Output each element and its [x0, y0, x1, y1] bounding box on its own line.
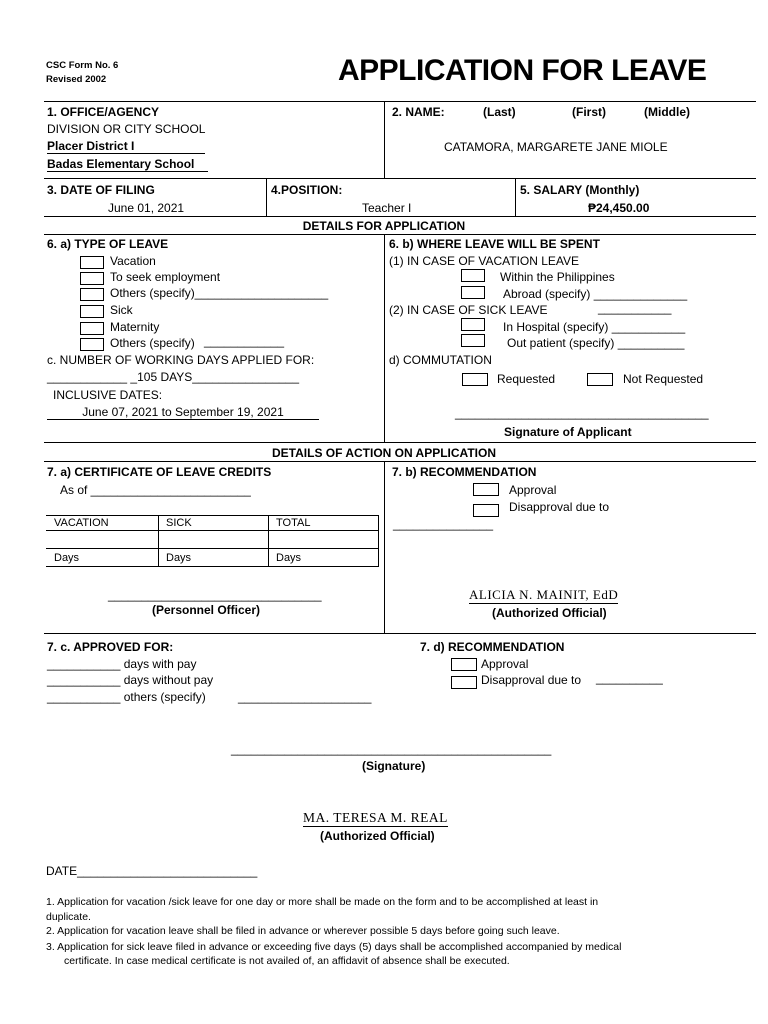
others-sick-checkbox[interactable]	[80, 338, 104, 351]
vacation-label: Vacation	[110, 254, 156, 268]
type-of-leave-label: 6. a) TYPE OF LEAVE	[47, 237, 169, 251]
inclusive-dates-label: INCLUSIVE DATES:	[53, 388, 163, 402]
note-line: 1. Application for vacation /sick leave for one day or more shall be made on the form and to be accomplished at least in	[46, 896, 599, 908]
in-hospital-checkbox[interactable]	[461, 318, 485, 331]
recommendation-7d-label: 7. d) RECOMMENDATION	[420, 640, 565, 654]
days-with-pay: ___________ days with pay	[47, 657, 197, 671]
form-number: CSC Form No. 6	[46, 60, 119, 71]
details-application-heading: DETAILS FOR APPLICATION	[302, 219, 466, 233]
leave-credits-label: 7. a) CERTIFICATE OF LEAVE CREDITS	[47, 465, 272, 479]
divider	[44, 101, 756, 102]
signature-line: ________________________________________________	[231, 742, 552, 756]
recommendation-7b-label: 7. b) RECOMMENDATION	[392, 465, 537, 479]
disapproval-7d-line: __________	[596, 671, 663, 685]
office-district: Placer District I	[47, 139, 205, 154]
where-spent-label: 6. b) WHERE LEAVE WILL BE SPENT	[389, 237, 600, 251]
days-without-pay: ___________ days without pay	[47, 673, 214, 687]
personnel-officer-label: (Personnel Officer)	[152, 603, 261, 617]
note-line: 3. Application for sick leave filed in advance or exceeding five days (5) days shall be accomplished accompanied by medical	[46, 941, 622, 953]
position-label: 4.POSITION:	[271, 183, 343, 197]
requested-checkbox[interactable]	[462, 373, 488, 386]
office-line-1: DIVISION OR CITY SCHOOL	[47, 122, 206, 136]
out-patient-label: Out patient (specify) __________	[507, 336, 685, 350]
approval-7d-checkbox[interactable]	[451, 658, 477, 671]
maternity-label: Maternity	[110, 320, 160, 334]
date-line: DATE___________________________	[46, 864, 258, 878]
inclusive-dates-value: June 07, 2021 to September 19, 2021	[47, 405, 319, 420]
table-header-vacation: VACATION	[54, 517, 109, 529]
table-days-total: Days	[276, 552, 302, 564]
signature-label: (Signature)	[362, 759, 426, 773]
authorized-official-name-1: ALICIA N. MAINIT, EdD	[469, 587, 619, 602]
name-first-label: (First)	[572, 105, 606, 119]
divider	[44, 633, 756, 634]
divider	[44, 442, 756, 443]
note-line: 2. Application for vacation leave shall be filed in advance or wherever possible 5 days before going such leave.	[46, 925, 560, 937]
abroad-label: Abroad (specify) ______________	[503, 287, 688, 301]
authorized-official-name-2: MA. TERESA M. REAL	[303, 810, 448, 825]
working-days-label: c. NUMBER OF WORKING DAYS APPLIED FOR:	[47, 353, 315, 367]
approved-for-label: 7. c. APPROVED FOR:	[47, 640, 174, 654]
disapproval-7b-checkbox[interactable]	[473, 504, 499, 517]
office-agency-label: 1. OFFICE/AGENCY	[47, 105, 160, 119]
divider	[44, 178, 756, 179]
approval-7b-label: Approval	[509, 483, 557, 497]
personnel-officer-line: ________________________________	[108, 588, 322, 602]
salary-label: 5. SALARY (Monthly)	[520, 183, 640, 197]
disapproval-7d-checkbox[interactable]	[451, 676, 477, 689]
others-specify: ___________ others (specify)	[47, 690, 206, 704]
working-days-value: ____________ _105 DAYS________________	[47, 370, 300, 384]
divider	[44, 461, 756, 462]
others-sick-line: ____________	[204, 334, 285, 348]
note-line: duplicate.	[46, 911, 91, 923]
authorized-official-label-1: (Authorized Official)	[492, 606, 607, 620]
not-requested-label: Not Requested	[623, 372, 704, 386]
disapproval-7d-label: Disapproval due to	[481, 673, 582, 687]
sick-label: Sick	[110, 303, 133, 317]
table-days-vacation: Days	[54, 552, 80, 564]
divider	[44, 216, 756, 217]
requested-label: Requested	[497, 372, 556, 386]
name-middle-label: (Middle)	[644, 105, 690, 119]
details-action-heading: DETAILS OF ACTION ON APPLICATION	[272, 446, 496, 460]
authorized-official-label-2: (Authorized Official)	[320, 829, 435, 843]
out-patient-checkbox[interactable]	[461, 334, 485, 347]
table-header-sick: SICK	[166, 517, 192, 529]
form-revision: Revised 2002	[46, 74, 107, 85]
approval-7d-label: Approval	[481, 657, 529, 671]
commutation-label: d) COMMUTATION	[389, 353, 492, 367]
as-of-label: As of ________________________	[60, 483, 251, 497]
in-hospital-label: In Hospital (specify) ___________	[503, 320, 686, 334]
divider	[384, 101, 385, 178]
others-specify-line: ____________________	[238, 690, 372, 704]
approval-7b-checkbox[interactable]	[473, 483, 499, 496]
table-days-sick: Days	[166, 552, 192, 564]
date-filing-value: June 01, 2021	[108, 201, 185, 215]
office-school: Badas Elementary School	[47, 157, 208, 172]
applicant-signature-line: ______________________________________	[455, 406, 709, 420]
applicant-name: CATAMORA, MARGARETE JANE MIOLE	[444, 140, 668, 154]
divider	[515, 178, 516, 216]
within-philippines-checkbox[interactable]	[461, 269, 485, 282]
disapproval-7b-label: Disapproval due to	[509, 500, 610, 514]
table-header-total: TOTAL	[276, 517, 311, 529]
seek-employment-checkbox[interactable]	[80, 272, 104, 285]
not-requested-checkbox[interactable]	[587, 373, 613, 386]
applicant-signature-label: Signature of Applicant	[504, 425, 632, 439]
divider	[44, 234, 756, 235]
case-sick-line: ___________	[598, 301, 672, 315]
disapproval-7b-line: _______________	[393, 517, 494, 531]
maternity-checkbox[interactable]	[80, 322, 104, 335]
position-value: Teacher I	[362, 201, 412, 215]
within-philippines-label: Within the Philippines	[500, 270, 615, 284]
others-vacation-checkbox[interactable]	[80, 288, 104, 301]
page-title: APPLICATION FOR LEAVE	[338, 54, 707, 87]
others-vacation-label: Others (specify)____________________	[110, 286, 329, 300]
date-filing-label: 3. DATE OF FILING	[47, 183, 155, 197]
others-sick-label: Others (specify)	[110, 336, 195, 350]
salary-value: ₱24,450.00	[588, 201, 650, 215]
abroad-checkbox[interactable]	[461, 286, 485, 299]
name-last-label: (Last)	[483, 105, 516, 119]
divider	[384, 461, 385, 633]
name-label: 2. NAME:	[392, 105, 445, 119]
case-vacation-label: (1) IN CASE OF VACATION LEAVE	[389, 254, 580, 268]
sick-checkbox[interactable]	[80, 305, 104, 318]
divider	[384, 234, 385, 442]
case-sick-label: (2) IN CASE OF SICK LEAVE	[389, 303, 548, 317]
seek-employment-label: To seek employment	[110, 270, 221, 284]
divider	[266, 178, 267, 216]
note-line: certificate. In case medical certificate is not availed of, an affidavit of absence shall be executed.	[64, 955, 510, 967]
vacation-checkbox[interactable]	[80, 256, 104, 269]
